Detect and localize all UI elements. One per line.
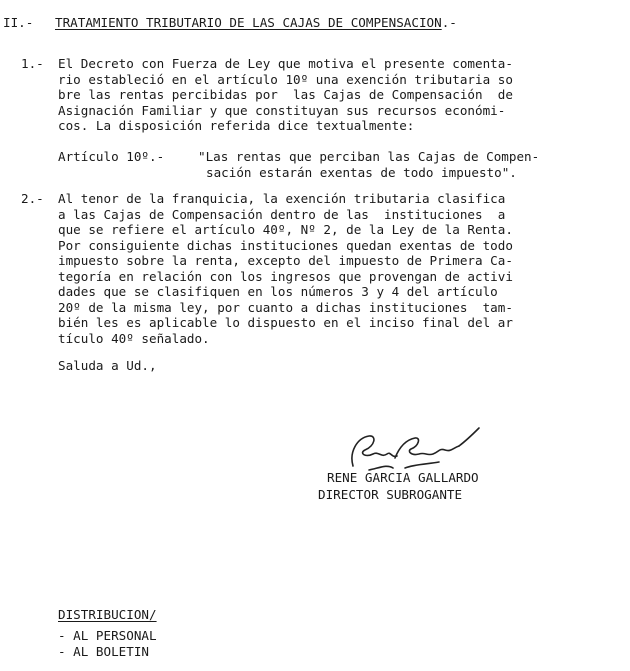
paragraph-2-line: dades que se clasifiquen en los números 3 y 4 del artículo <box>58 284 498 299</box>
paragraph-1-line: rio estableció en el artículo 10º una exención tributaria so <box>58 71 513 87</box>
paragraph-1-line: cos. La disposición referida dice textualmente: <box>58 118 415 133</box>
paragraph-2-line: Al tenor de la franquicia, la exención tributaria clasifica <box>58 191 506 206</box>
paragraph-1-line: bre las rentas percibidas por las Cajas de Compensación de <box>58 87 513 102</box>
handwritten-signature <box>335 418 485 478</box>
paragraph-2-line: tículo 40º señalado. <box>58 330 210 346</box>
paragraph-2-line: bién les es aplicable lo dispuesto en el inciso final del ar <box>58 315 513 330</box>
closing-salutation: Saluda a Ud., <box>58 358 157 373</box>
paragraph-2-line: impuesto sobre la renta, excepto del impuesto de Primera Ca- <box>58 253 513 268</box>
distribution-heading: DISTRIBUCION/ <box>58 607 157 622</box>
paragraph-2-number: 2.- <box>21 191 44 206</box>
quote-label: Artículo 10º.- <box>58 149 165 164</box>
section-number: II.- <box>3 15 34 30</box>
paragraph-2-line: a las Cajas de Compensación dentro de las instituciones a <box>58 206 506 222</box>
section-title-suffix: .- <box>441 15 457 30</box>
quote-line: sación estarán exentas de todo impuesto". <box>206 164 517 180</box>
paragraph-2-line: Por consiguiente dichas instituciones quedan exentas de todo <box>58 237 513 253</box>
section-title-text: TRATAMIENTO TRIBUTARIO DE LAS CAJAS DE COMPENSACION <box>55 15 442 30</box>
paragraph-2-line: que se refiere el artículo 40º, Nº 2, de la Ley de la Renta. <box>58 222 513 237</box>
paragraph-1-line: El Decreto con Fuerza de Ley que motiva el presente comenta- <box>58 56 513 71</box>
signatory-title: DIRECTOR SUBROGANTE <box>318 487 463 502</box>
distribution-item: - AL BOLETIN <box>58 643 149 659</box>
quote-line: "Las rentas que perciban las Cajas de Compen- <box>198 149 540 164</box>
paragraph-2-line: 20º de la misma ley, por cuanto a dichas instituciones tam- <box>58 299 513 315</box>
distribution-item: - AL PERSONAL <box>58 628 157 643</box>
paragraph-2-line: tegoría en relación con los ingresos que provengan de activi <box>58 268 513 284</box>
signatory-name: RENE GARCIA GALLARDO <box>327 470 479 485</box>
paragraph-1-line: Asignación Familiar y que constituyan sus recursos económi- <box>58 102 506 118</box>
section-title <box>55 15 457 31</box>
paragraph-1-number: 1.- <box>21 56 44 71</box>
